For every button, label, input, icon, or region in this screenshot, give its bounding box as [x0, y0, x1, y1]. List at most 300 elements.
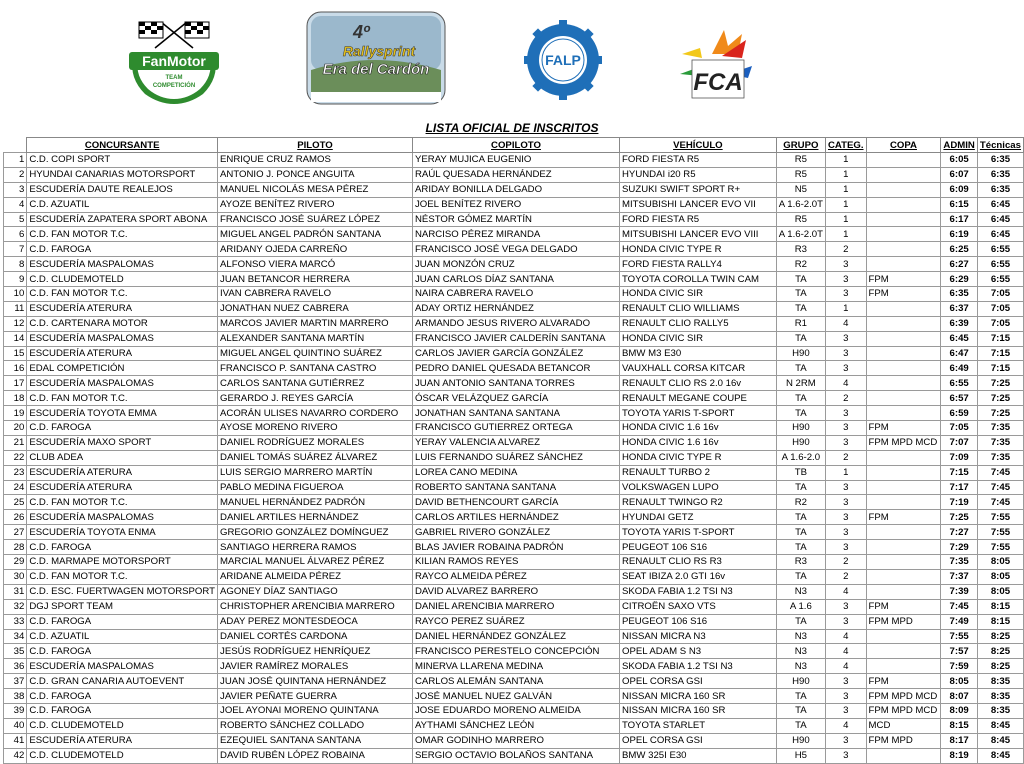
cell-admin: 6:19 [941, 227, 977, 242]
cell-concursante: C.D. FAROGA [27, 644, 218, 659]
cell-tecnicas: 6:55 [977, 272, 1023, 287]
cell-vehiculo: HONDA CIVIC SIR [620, 287, 777, 302]
cell-grupo: TA [776, 703, 825, 718]
cell-copiloto: FRANCISCO PERESTELO CONCEPCIÓN [413, 644, 620, 659]
cell-copa: FPM MPD MCD [866, 689, 941, 704]
cell-tecnicas: 7:25 [977, 376, 1023, 391]
cell-concursante: C.D. FAN MOTOR T.C. [27, 227, 218, 242]
cell-grupo: TA [776, 510, 825, 525]
cell-vehiculo: RENAULT CLIO WILLIAMS [620, 301, 777, 316]
cell-vehiculo: HYUNDAI GETZ [620, 510, 777, 525]
cell-categ: 4 [826, 584, 867, 599]
table-row [4, 569, 1024, 584]
cell-copa: FPM [866, 421, 941, 436]
cell-grupo: H90 [776, 674, 825, 689]
cell-piloto: ARIDANY OJEDA CARREÑO [218, 242, 413, 257]
cell-tecnicas: 8:05 [977, 584, 1023, 599]
table-row [4, 361, 1024, 376]
cell-vehiculo: NISSAN MICRA 160 SR [620, 689, 777, 704]
col-header-concursante: CONCURSANTE [27, 138, 218, 153]
cell-grupo: H90 [776, 435, 825, 450]
cell-number: 5 [4, 212, 27, 227]
cell-copa [866, 391, 941, 406]
col-header-grupo: GRUPO [776, 138, 825, 153]
table-row [4, 212, 1024, 227]
cell-piloto: JESÚS RODRÍGUEZ HENRÍQUEZ [218, 644, 413, 659]
cell-admin: 6:57 [941, 391, 977, 406]
cell-concursante: C.D. FAN MOTOR T.C. [27, 569, 218, 584]
cell-number: 30 [4, 569, 27, 584]
col-header-copa: COPA [866, 138, 941, 153]
cell-concursante: ESCUDERÍA TOYOTA ENMA [27, 525, 218, 540]
cell-grupo: TA [776, 287, 825, 302]
cell-copiloto: JUAN CARLOS DÍAZ SANTANA [413, 272, 620, 287]
cell-tecnicas: 7:55 [977, 525, 1023, 540]
cell-admin: 8:19 [941, 748, 977, 763]
cell-tecnicas: 7:05 [977, 301, 1023, 316]
cell-admin: 6:15 [941, 197, 977, 212]
cell-copa [866, 242, 941, 257]
cell-number: 34 [4, 629, 27, 644]
cell-concursante: C.D. FAROGA [27, 703, 218, 718]
cell-admin: 6:37 [941, 301, 977, 316]
cell-categ: 3 [826, 748, 867, 763]
cell-vehiculo: SEAT IBIZA 2.0 GTI 16v [620, 569, 777, 584]
cell-number: 22 [4, 450, 27, 465]
cell-concursante: C.D. CARTENARA MOTOR [27, 316, 218, 331]
cell-tecnicas: 8:25 [977, 629, 1023, 644]
table-row [4, 599, 1024, 614]
cell-admin: 6:45 [941, 331, 977, 346]
table-row [4, 376, 1024, 391]
table-row [4, 287, 1024, 302]
cell-piloto: LUIS SERGIO MARRERO MARTÍN [218, 465, 413, 480]
cell-vehiculo: FORD FIESTA RALLY4 [620, 257, 777, 272]
cell-tecnicas: 8:45 [977, 748, 1023, 763]
table-row [4, 629, 1024, 644]
cell-vehiculo: HONDA CIVIC 1.6 16v [620, 435, 777, 450]
cell-admin: 8:17 [941, 733, 977, 748]
cell-copa [866, 212, 941, 227]
cell-admin: 7:17 [941, 480, 977, 495]
cell-grupo: A 1.6 [776, 599, 825, 614]
table-row [4, 495, 1024, 510]
cell-copiloto: JOSÉ MANUEL NUEZ GALVÁN [413, 689, 620, 704]
cell-number: 26 [4, 510, 27, 525]
cell-piloto: JUAN JOSÉ QUINTANA HERNÁNDEZ [218, 674, 413, 689]
cell-copa [866, 644, 941, 659]
cell-copa [866, 569, 941, 584]
cell-copa [866, 450, 941, 465]
cell-piloto: ROBERTO SÁNCHEZ COLLADO [218, 718, 413, 733]
cell-copa [866, 167, 941, 182]
cell-number: 35 [4, 644, 27, 659]
cell-vehiculo: RENAULT CLIO RALLY5 [620, 316, 777, 331]
fanmotor-name: FanMotor [142, 53, 206, 69]
cell-tecnicas: 6:35 [977, 167, 1023, 182]
cell-number: 9 [4, 272, 27, 287]
cell-admin: 7:59 [941, 659, 977, 674]
cell-number: 28 [4, 540, 27, 555]
cell-categ: 2 [826, 555, 867, 570]
cell-vehiculo: SKODA FABIA 1.2 TSI N3 [620, 584, 777, 599]
cell-copiloto: ÓSCAR VELÁZQUEZ GARCÍA [413, 391, 620, 406]
table-row [4, 406, 1024, 421]
fanmotor-line1: TEAM [165, 75, 183, 81]
cell-vehiculo: RENAULT CLIO RS R3 [620, 555, 777, 570]
cell-categ: 3 [826, 361, 867, 376]
cell-grupo: N3 [776, 644, 825, 659]
table-row [4, 733, 1024, 748]
cell-vehiculo: MITSUBISHI LANCER EVO VIII [620, 227, 777, 242]
cell-categ: 1 [826, 301, 867, 316]
table-row [4, 510, 1024, 525]
cell-copa: FPM [866, 674, 941, 689]
cell-number: 29 [4, 555, 27, 570]
cell-copiloto: YERAY MUJICA EUGENIO [413, 153, 620, 168]
cell-piloto: DANIEL ARTILES HERNÁNDEZ [218, 510, 413, 525]
cell-admin: 7:07 [941, 435, 977, 450]
cell-copiloto: JUAN MONZÓN CRUZ [413, 257, 620, 272]
table-row [4, 644, 1024, 659]
cell-concursante: ESCUDERÍA ATERURA [27, 301, 218, 316]
cell-tecnicas: 6:45 [977, 227, 1023, 242]
cell-copiloto: FRANCISCO JOSÉ VEGA DELGADO [413, 242, 620, 257]
col-header-piloto: PILOTO [218, 138, 413, 153]
cell-tecnicas: 7:15 [977, 361, 1023, 376]
cell-piloto: ARIDANE ALMEIDA PÉREZ [218, 569, 413, 584]
cell-piloto: FRANCISCO JOSÉ SUÁREZ LÓPEZ [218, 212, 413, 227]
cell-concursante: ESCUDERÍA ZAPATERA SPORT ABONA [27, 212, 218, 227]
cell-copiloto: OMAR GODINHO MARRERO [413, 733, 620, 748]
cell-grupo: TB [776, 465, 825, 480]
cell-copiloto: DANIEL ARENCIBIA MARRERO [413, 599, 620, 614]
cell-number: 2 [4, 167, 27, 182]
cell-grupo: TA [776, 480, 825, 495]
cell-copiloto: ARIDAY BONILLA DELGADO [413, 182, 620, 197]
cell-piloto: EZEQUIEL SANTANA SANTANA [218, 733, 413, 748]
cell-grupo: TA [776, 272, 825, 287]
cell-concursante: C.D. FAN MOTOR T.C. [27, 495, 218, 510]
cell-vehiculo: BMW 325I E30 [620, 748, 777, 763]
cell-piloto: JAVIER PEÑATE GUERRA [218, 689, 413, 704]
cell-copa [866, 465, 941, 480]
cell-concursante: ESCUDERÍA ATERURA [27, 346, 218, 361]
cell-admin: 6:49 [941, 361, 977, 376]
cell-categ: 3 [826, 435, 867, 450]
table-row [4, 316, 1024, 331]
cell-vehiculo: HYUNDAI i20 R5 [620, 167, 777, 182]
cell-grupo: A 1.6-2.0T [776, 197, 825, 212]
cell-concursante: C.D. ESC. FUERTWAGEN MOTORSPORT [27, 584, 218, 599]
cell-admin: 6:59 [941, 406, 977, 421]
cell-vehiculo: VAUXHALL CORSA KITCAR [620, 361, 777, 376]
cell-number: 16 [4, 361, 27, 376]
cell-grupo: N3 [776, 629, 825, 644]
cell-copa [866, 480, 941, 495]
cell-copiloto: LOREA CANO MEDINA [413, 465, 620, 480]
cell-number: 33 [4, 614, 27, 629]
cell-admin: 6:47 [941, 346, 977, 361]
cell-vehiculo: RENAULT TURBO 2 [620, 465, 777, 480]
table-row [4, 718, 1024, 733]
cell-concursante: ESCUDERÍA ATERURA [27, 465, 218, 480]
cell-categ: 3 [826, 287, 867, 302]
cell-piloto: GERARDO J. REYES GARCÍA [218, 391, 413, 406]
table-row [4, 227, 1024, 242]
cell-grupo: TA [776, 391, 825, 406]
cell-vehiculo: HONDA CIVIC TYPE R [620, 242, 777, 257]
table-row [4, 540, 1024, 555]
cell-piloto: DANIEL CORTÉS CARDONA [218, 629, 413, 644]
cell-grupo: H90 [776, 421, 825, 436]
col-header-admin: ADMIN [941, 138, 977, 153]
cell-copiloto: DANIEL HERNÁNDEZ GONZÁLEZ [413, 629, 620, 644]
cell-vehiculo: TOYOTA YARIS T-SPORT [620, 406, 777, 421]
cell-vehiculo: MITSUBISHI LANCER EVO VII [620, 197, 777, 212]
cell-concursante: C.D. FAROGA [27, 421, 218, 436]
cell-categ: 1 [826, 167, 867, 182]
table-row [4, 167, 1024, 182]
cell-admin: 7:35 [941, 555, 977, 570]
cell-number: 11 [4, 301, 27, 316]
cell-concursante: ESCUDERÍA MASPALOMAS [27, 510, 218, 525]
cell-piloto: JOEL AYONAI MORENO QUINTANA [218, 703, 413, 718]
cell-concursante: C.D. FAN MOTOR T.C. [27, 391, 218, 406]
cell-categ: 1 [826, 182, 867, 197]
cell-piloto: AYOSE MORENO RIVERO [218, 421, 413, 436]
cell-categ: 3 [826, 331, 867, 346]
cell-categ: 3 [826, 495, 867, 510]
cell-concursante: C.D. AZUATIL [27, 629, 218, 644]
col-header-vehiculo: VEHÍCULO [620, 138, 777, 153]
table-row [4, 197, 1024, 212]
cell-admin: 6:27 [941, 257, 977, 272]
cell-categ: 2 [826, 450, 867, 465]
cell-admin: 6:09 [941, 182, 977, 197]
cell-concursante: HYUNDAI CANARIAS MOTORSPORT [27, 167, 218, 182]
table-row [4, 689, 1024, 704]
cell-vehiculo: RENAULT MEGANE COUPE [620, 391, 777, 406]
cell-concursante: ESCUDERÍA DAUTE REALEJOS [27, 182, 218, 197]
cell-tecnicas: 8:45 [977, 718, 1023, 733]
cell-piloto: DANIEL RODRÍGUEZ MORALES [218, 435, 413, 450]
cell-grupo: H5 [776, 748, 825, 763]
cell-admin: 7:39 [941, 584, 977, 599]
cell-grupo: N3 [776, 584, 825, 599]
cell-piloto: ACORÁN ULISES NAVARRO CORDERO [218, 406, 413, 421]
cell-copiloto: JOEL BENÍTEZ RIVERO [413, 197, 620, 212]
cell-copa: FPM MPD [866, 614, 941, 629]
cell-copa [866, 376, 941, 391]
cell-number: 3 [4, 182, 27, 197]
cell-copa [866, 525, 941, 540]
table-row [4, 331, 1024, 346]
cell-concursante: C.D. CLUDEMOTELD [27, 718, 218, 733]
rallysprint-line1: Rallysprint [342, 43, 416, 59]
cell-copa [866, 301, 941, 316]
cell-admin: 6:05 [941, 153, 977, 168]
cell-vehiculo: FORD FIESTA R5 [620, 153, 777, 168]
cell-tecnicas: 8:05 [977, 569, 1023, 584]
cell-copa [866, 555, 941, 570]
cell-admin: 8:09 [941, 703, 977, 718]
entry-list-table [3, 137, 1024, 764]
cell-concursante: ESCUDERÍA ATERURA [27, 480, 218, 495]
cell-concursante: CLUB ADEA [27, 450, 218, 465]
cell-number: 23 [4, 465, 27, 480]
cell-tecnicas: 6:45 [977, 212, 1023, 227]
cell-categ: 3 [826, 540, 867, 555]
cell-categ: 4 [826, 644, 867, 659]
cell-admin: 7:15 [941, 465, 977, 480]
cell-tecnicas: 7:45 [977, 465, 1023, 480]
cell-piloto: MIGUEL ANGEL QUINTINO SUÁREZ [218, 346, 413, 361]
cell-piloto: MANUEL NICOLÁS MESA PÉREZ [218, 182, 413, 197]
cell-tecnicas: 8:25 [977, 644, 1023, 659]
cell-tecnicas: 6:55 [977, 242, 1023, 257]
cell-number: 24 [4, 480, 27, 495]
cell-copa [866, 227, 941, 242]
table-row [4, 555, 1024, 570]
cell-number: 6 [4, 227, 27, 242]
table-row [4, 584, 1024, 599]
cell-categ: 3 [826, 510, 867, 525]
cell-tecnicas: 7:05 [977, 316, 1023, 331]
table-row [4, 301, 1024, 316]
cell-copiloto: YERAY VALENCIA ALVAREZ [413, 435, 620, 450]
cell-copiloto: JUAN ANTONIO SANTANA TORRES [413, 376, 620, 391]
cell-copiloto: AYTHAMI SÁNCHEZ LEÓN [413, 718, 620, 733]
cell-piloto: ALEXANDER SANTANA MARTÍN [218, 331, 413, 346]
cell-copiloto: SERGIO OCTAVIO BOLAÑOS SANTANA [413, 748, 620, 763]
cell-categ: 3 [826, 525, 867, 540]
cell-concursante: ESCUDERÍA TOYOTA EMMA [27, 406, 218, 421]
cell-copa: FPM MPD [866, 733, 941, 748]
cell-tecnicas: 8:15 [977, 614, 1023, 629]
cell-grupo: TA [776, 569, 825, 584]
rallysprint-logo [305, 10, 447, 106]
cell-grupo: R5 [776, 212, 825, 227]
cell-categ: 3 [826, 480, 867, 495]
cell-piloto: IVAN CABRERA RAVELO [218, 287, 413, 302]
cell-admin: 7:25 [941, 510, 977, 525]
cell-concursante: C.D. MARMAPE MOTORSPORT [27, 555, 218, 570]
table-row [4, 465, 1024, 480]
cell-tecnicas: 7:15 [977, 346, 1023, 361]
cell-copa [866, 182, 941, 197]
cell-categ: 3 [826, 614, 867, 629]
cell-copiloto: CARLOS ARTILES HERNÁNDEZ [413, 510, 620, 525]
cell-piloto: ALFONSO VIERA MARCÓ [218, 257, 413, 272]
cell-grupo: TA [776, 614, 825, 629]
cell-admin: 8:07 [941, 689, 977, 704]
cell-admin: 6:39 [941, 316, 977, 331]
cell-categ: 3 [826, 406, 867, 421]
cell-grupo: R1 [776, 316, 825, 331]
cell-vehiculo: RENAULT CLIO RS 2.0 16v [620, 376, 777, 391]
falp-logo [524, 20, 602, 100]
cell-piloto: ANTONIO J. PONCE ANGUITA [218, 167, 413, 182]
cell-categ: 3 [826, 599, 867, 614]
cell-vehiculo: TOYOTA YARIS T-SPORT [620, 525, 777, 540]
cell-tecnicas: 7:45 [977, 480, 1023, 495]
cell-admin: 7:19 [941, 495, 977, 510]
cell-grupo: TA [776, 406, 825, 421]
cell-number: 25 [4, 495, 27, 510]
cell-grupo: H90 [776, 346, 825, 361]
cell-copa [866, 495, 941, 510]
cell-piloto: SANTIAGO HERRERA RAMOS [218, 540, 413, 555]
cell-grupo: R3 [776, 242, 825, 257]
cell-categ: 4 [826, 629, 867, 644]
col-header-tecnicas: Técnicas [977, 138, 1023, 153]
cell-number: 17 [4, 376, 27, 391]
cell-copiloto: DAVID BETHENCOURT GARCÍA [413, 495, 620, 510]
cell-categ: 3 [826, 272, 867, 287]
cell-categ: 4 [826, 718, 867, 733]
cell-copiloto: NAIRA CABRERA RAVELO [413, 287, 620, 302]
cell-vehiculo: SUZUKI SWIFT SPORT R+ [620, 182, 777, 197]
cell-copiloto: FRANCISCO GUTIERREZ ORTEGA [413, 421, 620, 436]
cell-grupo: N5 [776, 182, 825, 197]
cell-copa: FPM [866, 510, 941, 525]
cell-categ: 3 [826, 733, 867, 748]
cell-copiloto: KILIAN RAMOS REYES [413, 555, 620, 570]
cell-tecnicas: 8:35 [977, 689, 1023, 704]
table-row [4, 272, 1024, 287]
cell-vehiculo: HONDA CIVIC TYPE R [620, 450, 777, 465]
cell-number: 42 [4, 748, 27, 763]
cell-piloto: CARLOS SANTANA GUTIÉRREZ [218, 376, 413, 391]
cell-copiloto: FRANCISCO JAVIER CALDERÍN SANTANA [413, 331, 620, 346]
cell-concursante: C.D. CLUDEMOTELD [27, 272, 218, 287]
cell-categ: 4 [826, 376, 867, 391]
cell-vehiculo: VOLKSWAGEN LUPO [620, 480, 777, 495]
cell-admin: 7:57 [941, 644, 977, 659]
cell-vehiculo: NISSAN MICRA 160 SR [620, 703, 777, 718]
cell-piloto: GREGORIO GONZÁLEZ DOMÍNGUEZ [218, 525, 413, 540]
table-row [4, 674, 1024, 689]
cell-tecnicas: 6:45 [977, 197, 1023, 212]
table-row [4, 435, 1024, 450]
cell-vehiculo: OPEL CORSA GSI [620, 674, 777, 689]
cell-tecnicas: 7:25 [977, 406, 1023, 421]
rallysprint-line2: Era del Cardón [322, 61, 430, 78]
cell-copiloto: MINERVA LLARENA MEDINA [413, 659, 620, 674]
cell-number: 19 [4, 406, 27, 421]
cell-vehiculo: PEUGEOT 106 S16 [620, 614, 777, 629]
cell-grupo: N 2RM [776, 376, 825, 391]
cell-concursante: ESCUDERÍA MASPALOMAS [27, 376, 218, 391]
cell-number: 4 [4, 197, 27, 212]
cell-grupo: R5 [776, 167, 825, 182]
cell-copa [866, 316, 941, 331]
cell-number: 41 [4, 733, 27, 748]
cell-number: 31 [4, 584, 27, 599]
cell-vehiculo: TOYOTA STARLET [620, 718, 777, 733]
cell-admin: 7:37 [941, 569, 977, 584]
cell-admin: 6:35 [941, 287, 977, 302]
cell-tecnicas: 7:35 [977, 450, 1023, 465]
cell-number: 7 [4, 242, 27, 257]
table-row [4, 346, 1024, 361]
cell-categ: 3 [826, 421, 867, 436]
table-row [4, 182, 1024, 197]
table-row [4, 391, 1024, 406]
cell-number: 40 [4, 718, 27, 733]
cell-grupo: TA [776, 525, 825, 540]
